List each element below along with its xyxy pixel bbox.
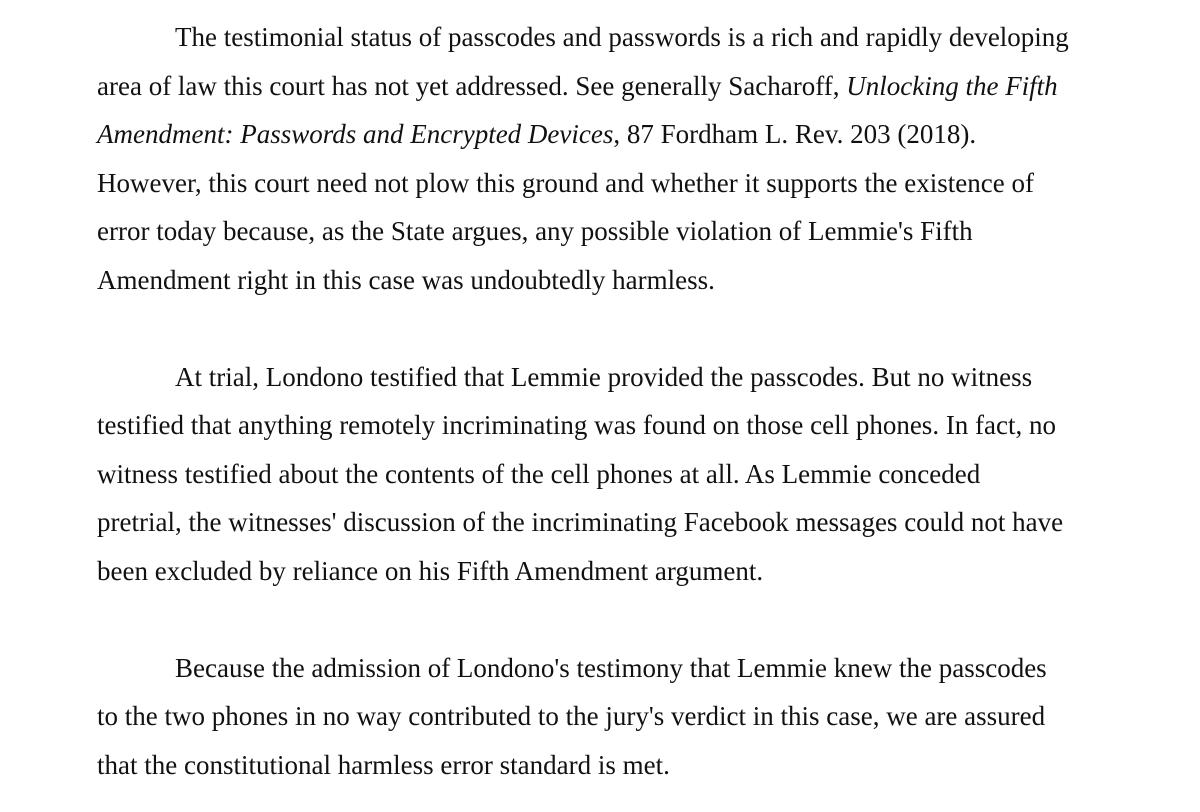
text-run: Amendment right in this case was undoubtedly harmless. — [97, 264, 715, 295]
text-run: been excluded by reliance on his Fifth Amendment argument. — [97, 555, 764, 586]
text-line — [97, 401, 1130, 450]
text-run: that the constitutional harmless error standard is met. — [97, 749, 670, 780]
text-run: pretrial, the witnesses' discussion of the incriminating Facebook messages could not have — [97, 507, 1064, 537]
text-run: , 87 Fordham L. Rev. 203 (2018). — [613, 119, 977, 149]
text-line — [97, 256, 1130, 305]
paragraph — [97, 353, 1130, 596]
paragraph — [97, 644, 1130, 790]
text-run: to the two phones in no way contributed to the jury's verdict in this case, we are assured — [97, 701, 1046, 731]
text-line — [97, 644, 1130, 693]
text-run: witness testified about the contents of the cell phones at all. As Lemmie conceded — [97, 458, 981, 489]
text-line — [97, 741, 1130, 790]
text-run: At trial, Londono testified that Lemmie provided the passcodes. But no witness — [175, 361, 1033, 392]
text-run: error today because, as the State argues, any possible violation of Lemmie's Fifth — [97, 216, 973, 246]
citation-title: Amendment: Passwords and Encrypted Devices — [97, 119, 614, 149]
text-line — [97, 547, 1130, 596]
text-run: However, this court need not plow this ground and whether it supports the existence of — [97, 167, 1034, 198]
text-run: Because the admission of Londono's testimony that Lemmie knew the passcodes — [175, 652, 1047, 683]
document-body — [97, 13, 1130, 789]
text-line — [97, 207, 1130, 256]
text-line — [97, 498, 1130, 547]
text-line — [97, 692, 1130, 741]
text-line — [97, 13, 1130, 62]
text-run: The testimonial status of passcodes and passwords is a rich and rapidly developing — [175, 22, 1069, 52]
text-line — [97, 159, 1130, 208]
text-line — [97, 450, 1130, 499]
text-run: area of law this court has not yet addressed. See generally Sacharoff, — [97, 70, 847, 101]
text-line — [97, 110, 1130, 159]
text-line — [97, 62, 1130, 111]
citation-title: Unlocking the Fifth — [846, 70, 1058, 101]
text-run: testified that anything remotely incriminating was found on those cell phones. In fact, no — [97, 410, 1057, 440]
text-line — [97, 353, 1130, 402]
paragraph — [97, 13, 1130, 304]
